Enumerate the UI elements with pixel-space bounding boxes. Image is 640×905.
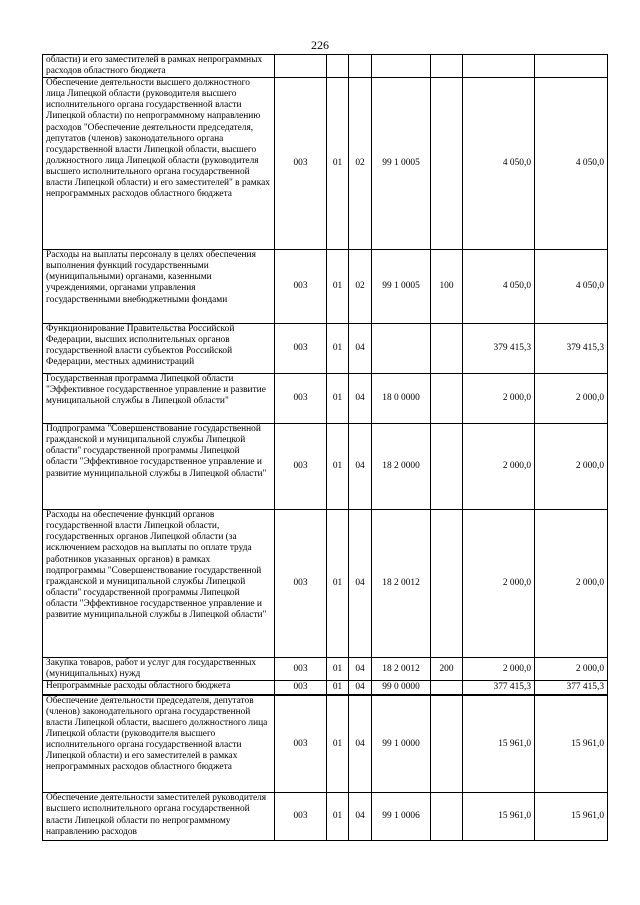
row-section: 01 [327,658,349,681]
row-section: 01 [327,78,349,250]
budget-table [42,54,608,841]
row-amount-1: 4 050,0 [463,78,535,250]
row-ved-code: 003 [275,793,327,841]
row-target-article: 18 2 0012 [372,658,431,681]
row-expense-type [431,695,463,793]
row-amount-1: 2 000,0 [463,510,535,658]
row-ved-code: 003 [275,695,327,793]
row-amount-1: 4 050,0 [463,250,535,324]
row-amount-1 [463,55,535,78]
row-amount-2 [535,55,608,78]
row-section: 01 [327,374,349,424]
row-name: Подпрограмма "Совершенствование государственной гражданской и муниципальной службы Липецкой области" государственной программы Липецкой области "Эффективное государственное управление и развитие муниципальной службы в Липецкой области" [43,424,275,510]
row-target-article: 99 1 0005 [372,78,431,250]
row-section: 01 [327,793,349,841]
row-expense-type: 100 [431,250,463,324]
row-subsection: 04 [349,681,372,695]
table-row [43,250,608,324]
row-subsection: 04 [349,695,372,793]
row-expense-type [431,374,463,424]
row-name: Государственная программа Липецкой области "Эффективное государственное управление и развитие муниципальной службы в Липецкой области" [43,374,275,424]
row-subsection: 04 [349,424,372,510]
row-ved-code [275,55,327,78]
row-expense-type [431,510,463,658]
row-target-article [372,324,431,374]
row-amount-2: 15 961,0 [535,793,608,841]
row-name: Расходы на выплаты персоналу в целях обеспечения выполнения функций государственными (муниципальными) органами, казенными учреждениями, органами управления государственными внебюджетными фондами [43,250,275,324]
row-section: 01 [327,681,349,695]
row-ved-code: 003 [275,250,327,324]
row-amount-1: 2 000,0 [463,424,535,510]
row-expense-type [431,324,463,374]
row-target-article: 99 1 0006 [372,793,431,841]
row-expense-type [431,793,463,841]
row-target-article: 99 0 0000 [372,681,431,695]
row-ved-code: 003 [275,658,327,681]
row-amount-2: 2 000,0 [535,374,608,424]
table-row [43,78,608,250]
row-section: 01 [327,250,349,324]
row-expense-type [431,424,463,510]
row-ved-code: 003 [275,424,327,510]
row-subsection: 02 [349,250,372,324]
row-ved-code: 003 [275,324,327,374]
row-ved-code: 003 [275,78,327,250]
row-expense-type [431,78,463,250]
row-section: 01 [327,695,349,793]
row-amount-1: 2 000,0 [463,658,535,681]
row-subsection: 04 [349,510,372,658]
row-ved-code: 003 [275,374,327,424]
row-name: Функционирование Правительства Российской Федерации, высших исполнительных органов государственной власти субъектов Российской Федерации, местных администраций [43,324,275,374]
row-amount-1: 2 000,0 [463,374,535,424]
row-target-article: 99 1 0000 [372,695,431,793]
row-section [327,55,349,78]
row-subsection: 02 [349,78,372,250]
row-subsection: 04 [349,658,372,681]
row-target-article: 99 1 0005 [372,250,431,324]
table-row [43,510,608,658]
row-section: 01 [327,510,349,658]
row-amount-1: 379 415,3 [463,324,535,374]
row-section: 01 [327,424,349,510]
table-row [43,55,608,78]
row-name: Расходы на обеспечение функций органов государственной власти Липецкой области, государственных органов Липецкой области (за исключением расходов на выплаты по оплате труда работников указанных органов) в рамках подпрограммы "Совершенствование государственной гражданской и муниципальной службы Липецкой области" государственной программы Липецкой области "Эффективное государственное управление и развитие муниципальной службы в Липецкой области" [43,510,275,658]
table-row [43,793,608,841]
table-row [43,681,608,695]
table-row [43,658,608,681]
row-amount-2: 4 050,0 [535,78,608,250]
row-amount-2: 4 050,0 [535,250,608,324]
row-ved-code: 003 [275,510,327,658]
row-ved-code: 003 [275,681,327,695]
row-amount-2: 379 415,3 [535,324,608,374]
row-target-article: 18 2 0000 [372,424,431,510]
row-name: Закупка товаров, работ и услуг для государственных (муниципальных) нужд [43,658,275,681]
row-name: Обеспечение деятельности заместителей руководителя высшего исполнительного органа государственной власти Липецкой области по непрограммному направлению расходов [43,793,275,841]
row-amount-2: 2 000,0 [535,658,608,681]
row-subsection: 04 [349,374,372,424]
row-name: Обеспечение деятельности высшего должностного лица Липецкой области (руководителя высшего исполнительного органа государственной власти Липецкой области) по непрограммному направлению расходов "Обеспечение деятельности председателя, депутатов (членов) законодательного органа государственной власти Липецкой области, высшего должностного лица Липецкой области (руководителя высшего исполнительного органа государственной власти Липецкой области) и его заместителей" в рамках непрограммных расходов областного бюджета [43,78,275,250]
row-section: 01 [327,324,349,374]
row-name: области) и его заместителей в рамках непрограммных расходов областного бюджета [43,55,275,78]
row-amount-2: 15 961,0 [535,695,608,793]
table-row [43,374,608,424]
row-amount-2: 2 000,0 [535,510,608,658]
row-target-article: 18 0 0000 [372,374,431,424]
row-amount-1: 15 961,0 [463,793,535,841]
row-amount-1: 377 415,3 [463,681,535,695]
row-subsection: 04 [349,793,372,841]
row-expense-type [431,681,463,695]
row-subsection: 04 [349,324,372,374]
page-number: 226 [311,38,329,52]
row-subsection [349,55,372,78]
row-amount-1: 15 961,0 [463,695,535,793]
table-row [43,324,608,374]
row-expense-type [431,55,463,78]
table-row [43,424,608,510]
row-target-article [372,55,431,78]
row-target-article: 18 2 0012 [372,510,431,658]
row-amount-2: 2 000,0 [535,424,608,510]
row-name: Обеспечение деятельности председателя, депутатов (членов) законодательного органа государственной власти Липецкой области, высшего должностного лица Липецкой области (руководителя высшего исполнительного органа государственной власти Липецкой области) и его заместителей в рамках непрограммных расходов областного бюджета [43,695,275,793]
row-expense-type: 200 [431,658,463,681]
row-amount-2: 377 415,3 [535,681,608,695]
table-row [43,695,608,793]
row-name: Непрограммные расходы областного бюджета [43,681,275,695]
